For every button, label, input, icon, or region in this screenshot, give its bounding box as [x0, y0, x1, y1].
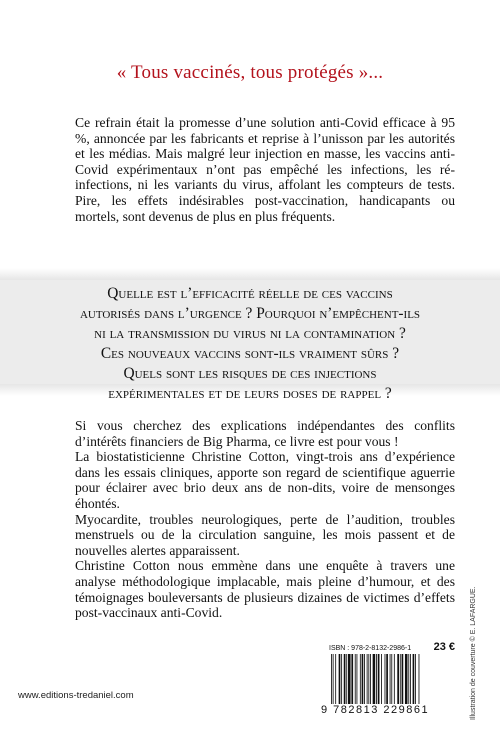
barcode-bar — [357, 654, 358, 704]
barcode-bar — [362, 654, 364, 704]
barcode-bar — [370, 654, 371, 704]
barcode-bar — [394, 654, 395, 704]
barcode-bar — [373, 654, 376, 704]
questions-block — [0, 284, 500, 404]
body-paragraph: Myocardite, troubles neurologiques, perte de l’audition, troubles menstruels ou de la circulation sanguine, les mois passent et de nouvelles alertes apparaissent. — [75, 511, 455, 558]
barcode-bar — [378, 654, 380, 704]
barcode-bar — [341, 654, 342, 704]
barcode-bar — [364, 654, 365, 704]
barcode — [329, 654, 453, 704]
barcode-bar — [333, 654, 334, 704]
body-paragraph: Christine Cotton nous emmène dans une enquête à travers une analyse méthodologique implacable, mais pleine d’humour, et des témoignages bouleversants de plusieurs dizaines de victimes d’effets post-vaccinaux anti-Covid. — [75, 558, 455, 621]
illustration-credit — [470, 586, 480, 720]
barcode-bar — [346, 654, 347, 704]
barcode-bar — [413, 654, 415, 704]
barcode-bar — [419, 654, 420, 704]
barcode-bar — [408, 654, 409, 704]
isbn-line — [329, 641, 455, 653]
barcode-bar — [402, 654, 404, 704]
body-paragraph: La biostatisticienne Christine Cotton, vingt-trois ans d’expérience dans les essais cliniques, apporte son regard de scientifique aguerrie pour éclairer avec brio deux ans de non-dits, voire de mensonges éhontés. — [75, 449, 455, 511]
question-line: ni la transmission du virus ni la contamination ? — [94, 325, 406, 342]
barcode-bar — [397, 654, 399, 704]
isbn-text: ISBN : 978-2-8132-2986-1 — [329, 645, 412, 652]
question-line: autorisés dans l’urgence ? Pourquoi n’empêchent-ils — [79, 305, 421, 322]
questions-band — [0, 274, 500, 402]
band-top-edge — [0, 268, 500, 280]
barcode-bar — [386, 654, 388, 704]
barcode-bar — [381, 654, 382, 704]
body-text — [75, 418, 455, 621]
barcode-bar — [405, 654, 408, 704]
barcode-bar — [344, 654, 346, 704]
barcode-bar — [410, 654, 411, 704]
body-paragraph: Si vous cherchez des explications indépendantes des conflits d’intérêts financiers de Big Pharma, ce livre est pour vous ! — [75, 418, 455, 449]
barcode-bar — [355, 654, 356, 704]
barcode-bar — [360, 654, 361, 704]
question-line: expérimentales et de leurs doses de rappel ? — [108, 385, 392, 402]
barcode-bar — [376, 654, 377, 704]
barcode-bar — [368, 654, 369, 704]
barcode-bar — [339, 654, 341, 704]
barcode-bar — [348, 654, 351, 704]
barcode-bar — [331, 654, 332, 704]
barcode-bar — [351, 654, 353, 704]
price: 23 € — [433, 641, 455, 653]
barcode-number: 9 782813 229861 — [321, 704, 430, 716]
barcode-bar — [335, 654, 336, 704]
question-line: Quelle est l’efficacité réelle de ces vaccins — [107, 285, 393, 302]
barcode-bar — [385, 654, 386, 704]
intro-blurb: Ce refrain était la promesse d’une solution anti-Covid efficace à 95 %, annoncée par les fabricants et reprise à l’unisson par les autorités et les médias. Mais malgré leur injection en masse, les vaccins anti-Covid expérimentaux n’ont pas empêché les infections, les ré-infections, ni les variants du virus, affolant les compteurs de tests. Pire, les effets indésirables post-vaccination, handicapants ou mortels, sont devenus de plus en plus fréquents. — [75, 115, 455, 224]
barcode-bar — [391, 654, 392, 704]
barcode-area — [317, 641, 455, 721]
cover-title: « Tous vaccinés, tous protégés »... — [116, 62, 384, 83]
publisher-website: www.editions-tredaniel.com — [18, 690, 134, 701]
barcode-bar — [390, 654, 391, 704]
illustration-credit-text: Illustration de couverture © E. LAFARGUE. — [470, 586, 477, 720]
barcode-bar — [415, 654, 416, 704]
barcode-bar — [400, 654, 401, 704]
question-line: Quels sont les risques de ces injections — [123, 365, 377, 382]
barcode-bar — [367, 654, 368, 704]
question-line: Ces nouveaux vaccins sont-ils vraiment sûrs ? — [100, 345, 400, 362]
